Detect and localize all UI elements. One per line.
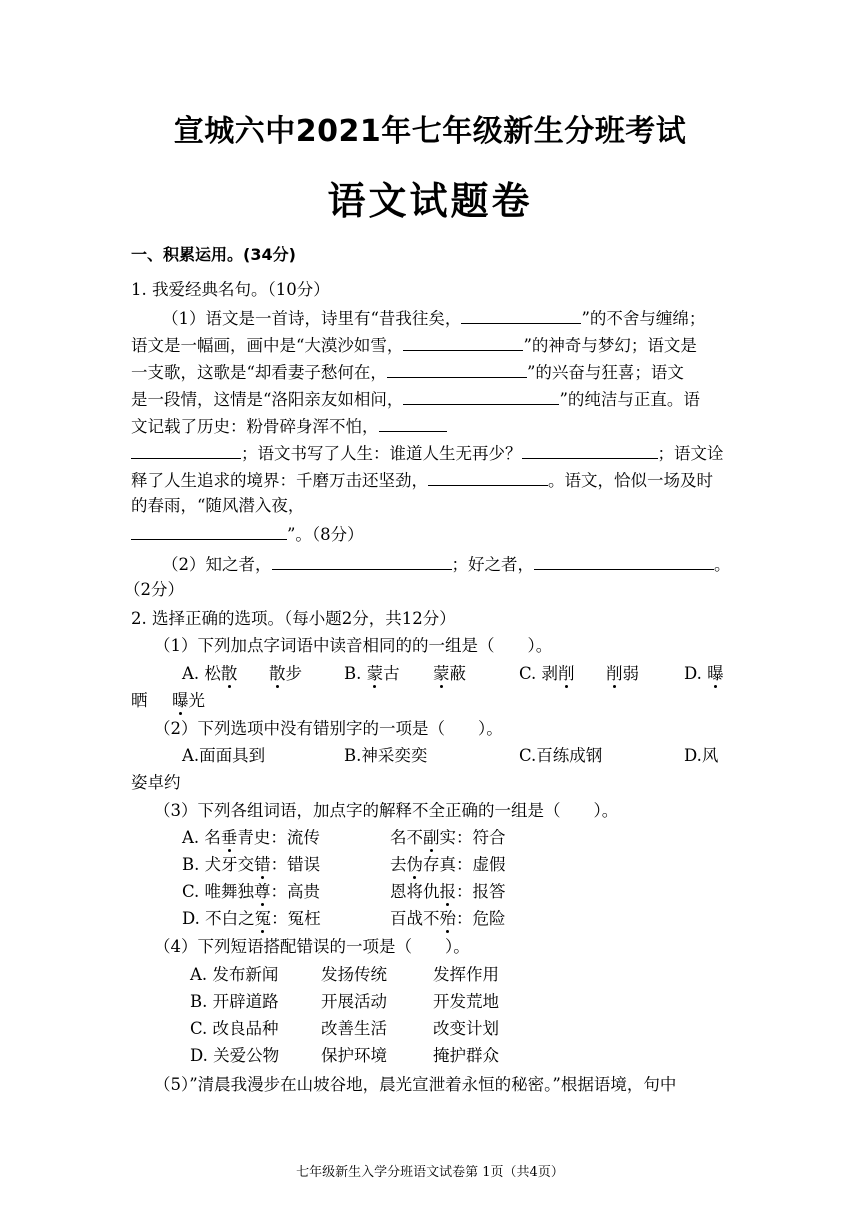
answer-blank[interactable] — [379, 415, 447, 432]
answer-blank[interactable] — [403, 388, 559, 405]
answer-blank[interactable] — [272, 553, 452, 570]
option-a[interactable]: A. 名垂青史：流传 — [182, 828, 320, 847]
answer-blank[interactable] — [403, 334, 523, 351]
option-b[interactable]: B. 蒙古 — [344, 664, 400, 683]
answer-blank[interactable] — [131, 442, 241, 459]
answer-blank[interactable] — [387, 361, 527, 378]
exam-title: 宣城六中2021年七年级新生分班考试 — [173, 114, 687, 149]
answer-blank[interactable] — [461, 307, 581, 324]
exam-subtitle: 语文试题卷 — [327, 179, 533, 223]
question-2-heading: 2. 选择正确的选项。（每小题2分，共12分） — [131, 609, 456, 628]
answer-blank[interactable] — [428, 469, 548, 486]
option-d[interactable]: D.风 — [684, 746, 719, 765]
option-d[interactable]: D. 不白之冤：冤枉 — [182, 909, 321, 928]
option-a[interactable]: A.面面具到 — [182, 746, 266, 765]
question-1-heading: 1. 我爱经典名句。（10分） — [131, 280, 330, 299]
option-c[interactable]: C. 剥削 — [519, 664, 575, 683]
option-c[interactable]: C.百练成钢 — [519, 746, 603, 765]
question-2-5-stem: （5）”清晨我漫步在山坡谷地，晨光宣泄着永恒的秘密。”根据语境，句中 — [154, 1075, 677, 1094]
answer-blank[interactable] — [522, 442, 658, 459]
option-d[interactable]: D. 曝 — [684, 664, 724, 683]
answer-blank[interactable] — [131, 523, 287, 540]
option-a[interactable]: A. 松散 — [182, 664, 238, 683]
option-b[interactable]: B. 犬牙交错：错误 — [182, 855, 321, 874]
section-heading: 一、积累运用。(34分) — [131, 245, 296, 264]
page-footer: 七年级新生入学分班语文试卷第 1页（共4页） — [296, 1165, 564, 1180]
answer-blank[interactable] — [534, 553, 714, 570]
option-c[interactable]: C. 唯舞独尊：高贵 — [182, 882, 321, 901]
option-b[interactable]: B.神采奕奕 — [344, 746, 428, 765]
